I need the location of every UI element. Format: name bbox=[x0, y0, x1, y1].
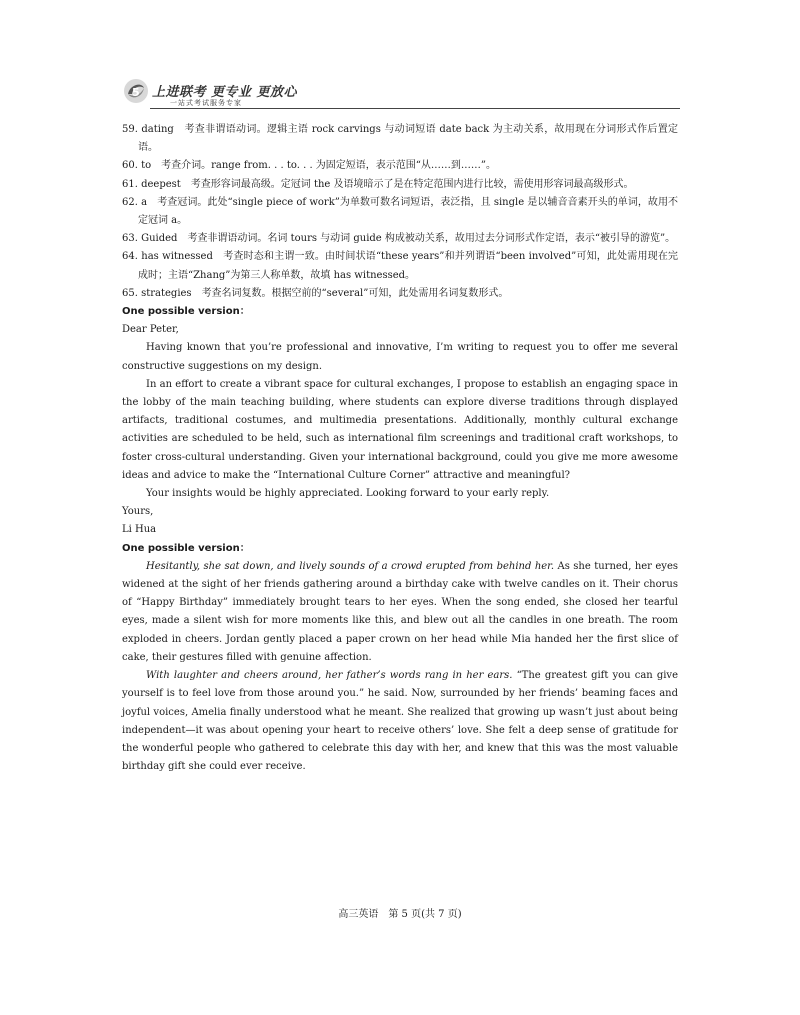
brand-slogan: 一站式考试服务专家 bbox=[170, 99, 242, 107]
answer-item bbox=[122, 194, 678, 230]
story-section bbox=[122, 540, 678, 777]
answer-explanation: 考查时态和主谓一致。由时间状语“these years”和并列谓语“been involved”可知，此处需用现在完成时；主语“Zhang”为第三人称单数，故填 has witnessed。 bbox=[138, 251, 679, 281]
story-paragraph bbox=[122, 667, 678, 776]
answer-item bbox=[122, 157, 678, 175]
story-body: As she turned, her eyes widened at the sight of her friends gathering around a birthday cake with twelve candles on it. Their chorus of “Happy Birthday” immediately brought tears to her eyes. When the song ended, she closed her tearful eyes, made a silent wish for more moments like this, and blew out all the candles in one breath. The room exploded in cheers. Jordan gently placed a paper crown on her head while Mia handed her the first slice of cake, their gestures filled with genuine affection. bbox=[122, 560, 679, 663]
letter-signature: Li Hua bbox=[122, 524, 157, 536]
story-paragraph bbox=[122, 558, 678, 667]
answer-number: 63. Guided bbox=[122, 233, 178, 245]
answer-number: 62. a bbox=[122, 196, 148, 208]
answer-item bbox=[122, 121, 678, 157]
answer-number: 60. to bbox=[122, 160, 152, 172]
letter-section bbox=[122, 303, 678, 540]
answer-explanation: 考查介词。range from. . . to. . . 为固定短语，表示范围“从……到……”。 bbox=[161, 160, 497, 172]
answer-item bbox=[122, 230, 678, 248]
answer-number: 64. has witnessed bbox=[122, 251, 213, 263]
answer-item bbox=[122, 248, 678, 284]
letter-paragraph: In an effort to create a vibrant space for cultural exchanges, I propose to establish an engaging space in the lobby of the main teaching building, where students can explore diverse traditions through displayed artifacts, traditional costumes, and multimedia presentations. Additionally, monthly cultural exchange activities are scheduled to be held, such as international film screenings and traditional craft workshops, to foster cross-cultural understanding. Given your international background, could you give me more awesome ideas and advice to make the “International Culture Corner” attractive and meaningful? bbox=[122, 378, 678, 481]
answer-number: 59. dating bbox=[122, 124, 174, 135]
answer-explanation: 考查非谓语动词。名词 tours 与动词 guide 构成被动关系，故用过去分词形式作定语，表示“被引导的游览”。 bbox=[187, 233, 676, 245]
letter-closing: Yours, bbox=[122, 506, 154, 518]
version-label: One possible version： bbox=[122, 542, 250, 554]
page-content bbox=[122, 121, 678, 776]
brand-name: 上进联考 更专业 更放心 bbox=[152, 85, 298, 100]
page-header bbox=[122, 76, 682, 116]
answer-number: 61. deepest bbox=[122, 178, 181, 190]
logo-swirl-icon bbox=[122, 76, 150, 106]
answer-list bbox=[122, 121, 678, 303]
answer-explanation: 考查冠词。此处“single piece of work”为单数可数名词短语，表泛指，且 single 是以辅音音素开头的单词，故用不定冠词 a。 bbox=[138, 196, 678, 227]
story-lead-sentence: Hesitantly, she sat down, and lively sounds of a crowd erupted from behind her. bbox=[146, 560, 555, 572]
version-label: One possible version： bbox=[122, 306, 250, 318]
letter-paragraph: Having known that you’re professional and innovative, I’m writing to request you to offer me several constructive suggestions on my design. bbox=[122, 342, 678, 372]
answer-explanation: 考查形容词最高级。定冠词 the 及语境暗示了是在特定范围内进行比较，需使用形容词最高级形式。 bbox=[190, 178, 634, 190]
answer-item bbox=[122, 176, 678, 194]
svg-text:5: 5 bbox=[132, 86, 140, 99]
story-body: “The greatest gift you can give yourself is to feel love from those around you.” he said. Now, surrounded by her friends’ beaming faces and joyful voices, Amelia finally understood what he meant. She realized that growing up wasn’t just about being independent—it was about opening your heart to receive others’ love. She felt a deep sense of gratitude for the wonderful people who gathered to celebrate this day with her, and knew that this was the most valuable birthday gift she could ever receive. bbox=[122, 670, 679, 773]
answer-item bbox=[122, 285, 678, 303]
answer-explanation: 考查名词复数。根据空前的“several”可知，此处需用名词复数形式。 bbox=[201, 287, 509, 299]
letter-paragraph: Your insights would be highly appreciated. Looking forward to your early reply. bbox=[146, 488, 550, 500]
answer-explanation: 考查非谓语动词。逻辑主语 rock carvings 与动词短语 date back 为主动关系，故用现在分词形式作后置定语。 bbox=[138, 124, 679, 154]
letter-salutation: Dear Peter, bbox=[122, 324, 179, 336]
page-footer: 高三英语 第 5 页(共 7 页) bbox=[338, 909, 462, 920]
answer-number: 65. strategies bbox=[122, 287, 192, 299]
header-divider bbox=[150, 108, 680, 109]
story-lead-sentence: With laughter and cheers around, her father’s words rang in her ears. bbox=[146, 670, 513, 682]
